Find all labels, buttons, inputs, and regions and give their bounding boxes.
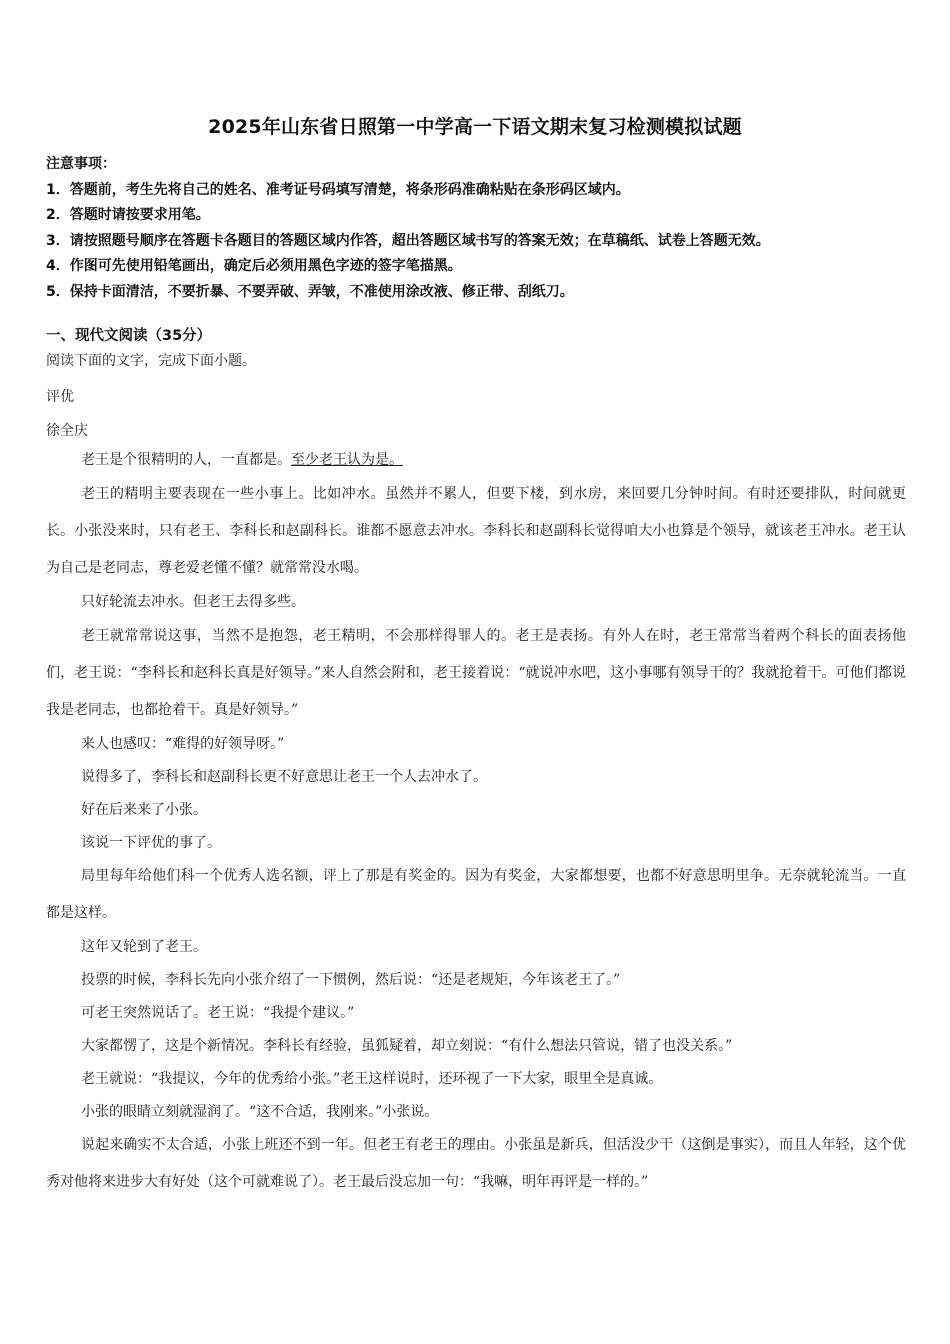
paragraph: 小张的眼睛立刻就湿润了。“这不合适，我刚来。”小张说。 [81,1104,439,1120]
paragraph: 只好轮流去冲水。但老王去得多些。 [81,594,305,610]
page-title: 2025年山东省日照第一中学高一下语文期末复习检测模拟试题 [208,116,742,138]
paragraph: 可老王突然说话了。老王说：“我提个建议。” [81,1005,355,1021]
paragraph: 老王就常常说这事，当然不是抱怨，老王精明，不会那样得罪人的。老王是表扬。有外人在时，老王常常当着两个科长的面表扬他们，老王说：“李科长和赵科长真是好领导。”来人自然会附和，老王接着说：“就说冲水吧，这小事哪有领导干的？我就抢着干。可他们都说我是老同志，也都抢着干。真是好领导。” [46,628,906,718]
underlined-sentence: 至少老王认为是。 [291,452,403,468]
notice-item: 4．作图可先使用铅笔画出，确定后必须用黑色字迹的签字笔描黑。 [46,258,462,274]
paragraph: 大家都愣了，这是个新情况。李科长有经验，虽狐疑着，却立刻说：“有什么想法只管说，错了也没关系。” [81,1038,733,1054]
paragraph [46,442,906,479]
section-heading: 一、现代文阅读（35分） [46,328,212,344]
notice-block [46,152,916,305]
paragraph: 老王的精明主要表现在一些小事上。比如冲水。虽然并不累人，但要下楼，到水房，来回要几分钟时间。有时还要排队，时间就更长。小张没来时，只有老王、李科长和赵副科长。谁都不愿意去冲水。李科长和赵副科长觉得咱大小也算是个领导，就该老王冲水。老王认为自己是老同志，尊老爱老懂不懂？就常常没水喝。 [46,486,906,576]
paragraph: 好在后来来了小张。 [81,802,207,818]
notice-item: 5．保持卡面清洁，不要折暴、不要弄破、弄皱，不准使用涂改液、修正带、刮纸刀。 [46,283,574,300]
paragraph: 老王就说：“我提议，今年的优秀给小张。”老王这样说时，还环视了一下大家，眼里全是真诚。 [81,1071,663,1087]
paragraph: 说得多了，李科长和赵副科长更不好意思让老王一个人去冲水了。 [81,769,487,785]
paragraph: 该说一下评优的事了。 [81,835,221,851]
notice-item: 3．请按照题号顺序在答题卡各题目的答题区域内作答，超出答题区域书写的答案无效；在草稿纸、试卷上答题无效。 [46,232,770,249]
notice-heading: 注意事项： [46,156,116,172]
notice-item: 2．答题时请按要求用笔。 [46,207,210,223]
story-author: 徐全庆 [46,423,88,439]
paragraph: 说起来确实不太合适，小张上班还不到一年。但老王有老王的理由。小张虽是新兵，但活没少干（这倒是事实），而且人年轻，这个优秀对他将来进步大有好处（这个可就难说了）。老王最后没忘加一句：“我嘛，明年再评是一样的。” [46,1137,906,1190]
story-title: 评优 [46,389,74,405]
notice-item: 1．答题前，考生先将自己的姓名、准考证号码填写清楚，将条形码准确粘贴在条形码区域内。 [46,181,630,198]
section-instruction: 阅读下面的文字，完成下面小题。 [46,353,256,369]
paragraph: 局里每年给他们科一个优秀人选名额，评上了那是有奖金的。因为有奖金，大家都想要，也都不好意思明里争。无奈就轮流当。一直都是这样。 [46,868,906,921]
paragraph: 投票的时候，李科长先向小张介绍了一下惯例，然后说：“还是老规矩，今年该老王了。” [81,972,621,988]
paragraph: 来人也感叹：“难得的好领导呀。” [81,736,285,752]
paragraph-text: 老王是个很精明的人，一直都是。 [81,452,291,468]
paragraph: 这年又轮到了老王。 [81,939,207,955]
